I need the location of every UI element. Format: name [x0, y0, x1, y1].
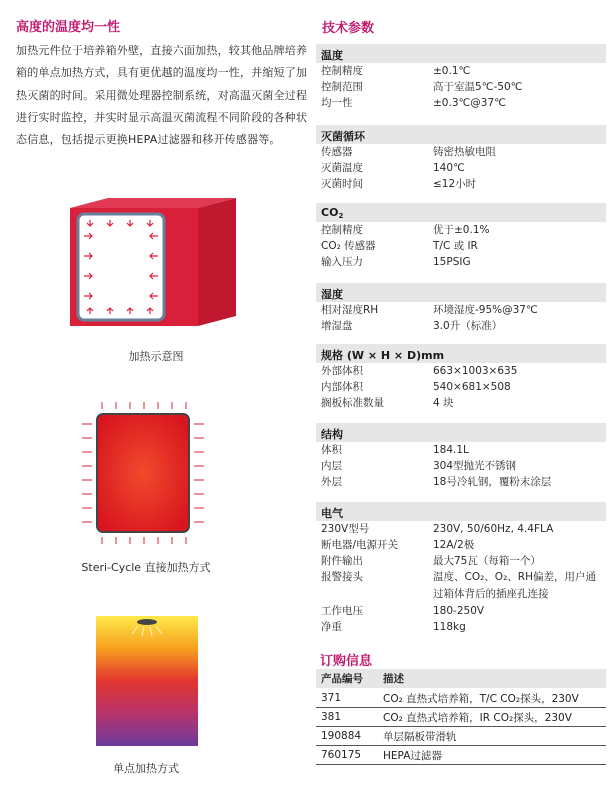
- intro-text: 加热元件位于培养箱外壁，直接六面加热，较其他品牌培养箱的单点加热方式，具有更优越的温度均一性，并缩短了加热灭菌的时间。采用微处理器控制系统，对高温灭菌全过程进行实时监控，并实时显示高温灭菌流程不同阶段的各种状态信息，包括提示更换HEPA过滤器和移开传感器等。: [16, 44, 308, 147]
- spec-row: 报警接头 温度、CO₂、O₂、RH偏差，用户通过箱体背后的插座孔连接: [321, 571, 596, 600]
- spec-group-electrical: [316, 502, 606, 635]
- spec-row: 内部体积 540×681×508: [321, 381, 511, 393]
- group-title: 规格 (W × H × D)mm: [316, 344, 606, 363]
- spec-row: 相对湿度RH 环境湿度-95%@37℃: [321, 304, 538, 316]
- heating-schematic-figure: [60, 196, 250, 336]
- spec-group-sterilization: [316, 125, 606, 192]
- section-title-specs: 技术参数: [322, 21, 375, 36]
- group-title: 湿度: [316, 283, 606, 302]
- spec-row: 增湿盘 3.0升（标准）: [321, 320, 503, 332]
- spec-row: 体积 184.1L: [321, 444, 469, 456]
- spec-row: 输入压力 15PSIG: [321, 256, 471, 268]
- order-row: 371 CO₂ 直热式培养箱，T/C CO₂探头，230V: [316, 689, 606, 708]
- spec-row: 灭菌时间 ≤12小时: [321, 178, 477, 190]
- spec-row: 附件输出 最大75瓦（每箱一个）: [321, 555, 541, 567]
- spec-row: 断电器/电源开关 12A/2极: [321, 539, 475, 551]
- caption-heating-schematic: 加热示意图: [128, 350, 184, 363]
- section-title-uniformity: 高度的温度均一性: [16, 20, 121, 35]
- col-product-no: 产品编号: [321, 673, 363, 685]
- caption-direct-heating: Steri-Cycle 直接加热方式: [81, 561, 211, 574]
- col-description: 描述: [383, 673, 404, 685]
- order-row: 760175 HEPA过滤器: [316, 746, 606, 765]
- spec-row: 搁板标准数量 4 块: [321, 397, 454, 409]
- spec-row: 灭菌温度 140℃: [321, 162, 465, 174]
- group-title: 灭菌循环: [316, 125, 606, 144]
- spec-group-co2: [316, 203, 606, 270]
- order-table-header: [316, 669, 606, 688]
- spec-group-dimensions: [316, 344, 606, 411]
- spec-row: 230V型号 230V, 50/60Hz, 4.4FLA: [321, 523, 554, 535]
- single-point-heating-figure: [96, 616, 198, 746]
- order-row: 190884 单层隔板带滑轨: [316, 727, 606, 746]
- spec-row: 外层 18号冷轧钢，覆粉末涂层: [321, 476, 552, 488]
- spec-row: 净重 118kg: [321, 621, 466, 633]
- caption-single-point: 单点加热方式: [113, 762, 179, 775]
- group-title: $CO_2$: [316, 203, 606, 222]
- spec-row: 控制精度 优于±0.1%: [321, 224, 490, 236]
- group-title: 温度: [316, 44, 606, 63]
- spec-row: 传感器 铸密热敏电阻: [321, 146, 496, 158]
- spec-row: 控制精度 ±0.1℃: [321, 65, 471, 77]
- spec-row: CO₂ 传感器 T/C 或 IR: [321, 240, 478, 252]
- spec-row: 控制范围 高于室温5℃-50℃: [321, 81, 523, 93]
- spec-group-humidity: [316, 283, 606, 334]
- spec-row: 外部体积 663×1003×635: [321, 365, 518, 377]
- group-title: 电气: [316, 502, 606, 521]
- spec-group-temperature: [316, 44, 606, 111]
- group-title: 结构: [316, 423, 606, 442]
- spec-row: 均一性 ±0.3℃@37℃: [321, 97, 506, 109]
- order-row: 381 CO₂ 直热式培养箱，IR CO₂探头，230V: [316, 708, 606, 727]
- spec-row: 内层 304型抛光不锈钢: [321, 460, 517, 472]
- spec-group-structure: [316, 423, 606, 490]
- spec-row: 工作电压 180-250V: [321, 605, 485, 617]
- order-info-title: 订购信息: [320, 654, 373, 669]
- direct-heating-figure: [80, 398, 220, 548]
